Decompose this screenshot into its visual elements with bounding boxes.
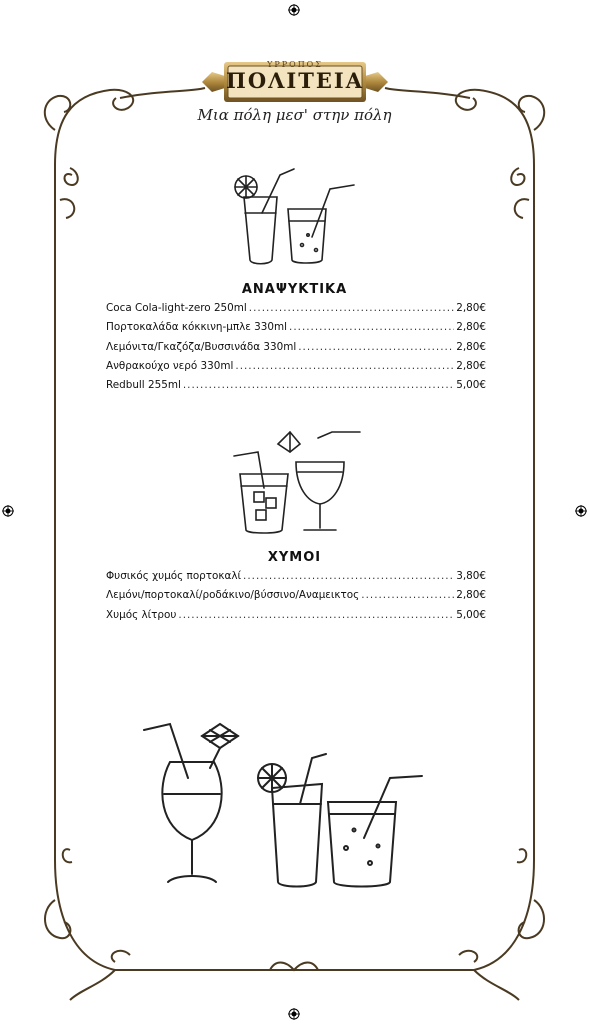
item-price: 5,00€	[456, 608, 486, 621]
dot-leader	[178, 609, 454, 621]
dot-leader	[361, 589, 454, 601]
juice-glasses-icon	[140, 718, 430, 893]
tagline: Μια πόλη μεσ' στην πόλη	[197, 106, 392, 124]
menu-item	[106, 302, 486, 321]
logo-title: ΠΟΛΙΤΕΙΑ	[226, 68, 364, 93]
cocktail-glasses-icon	[230, 428, 365, 538]
menu-item	[106, 589, 486, 608]
item-price: 2,80€	[456, 340, 486, 353]
menu-item	[106, 379, 486, 398]
dot-leader	[243, 570, 454, 582]
juices-list	[106, 570, 486, 628]
menu-item	[106, 360, 486, 379]
soft-drink-glasses-icon	[232, 165, 357, 270]
soft-drinks-list	[106, 302, 486, 398]
item-name: Λεμόνιτα/Γκαζόζα/Βυσσινάδα 330ml	[106, 340, 297, 353]
item-name: Ανθρακούχο νερό 330ml	[106, 359, 234, 372]
item-name: Χυμός λίτρου	[106, 608, 177, 621]
item-price: 3,80€	[456, 570, 486, 582]
item-price: 2,80€	[456, 321, 486, 334]
menu-item	[106, 570, 486, 589]
item-name: Coca Cola-light-zero 250ml	[106, 302, 247, 314]
item-name: Φυσικός χυμός πορτοκαλί	[106, 570, 242, 582]
menu-item	[106, 321, 486, 340]
item-name: Πορτοκαλάδα κόκκινη-μπλε 330ml	[106, 321, 288, 334]
dot-leader	[235, 360, 454, 372]
item-price: 2,80€	[456, 589, 486, 602]
dot-leader	[249, 302, 454, 314]
dot-leader	[298, 341, 454, 353]
item-price: 5,00€	[456, 379, 486, 392]
menu-item	[106, 341, 486, 360]
logo	[200, 58, 390, 106]
logo-subtitle: ΥΡΡΟΠΟΣ	[267, 60, 323, 69]
item-name: Redbull 255ml	[106, 379, 181, 392]
menu-item	[106, 609, 486, 628]
dot-leader	[183, 379, 454, 391]
dot-leader	[289, 321, 454, 333]
section-title-juices: ΧΥΜΟΙ	[267, 550, 322, 565]
item-price: 2,80€	[456, 359, 486, 372]
item-price: 2,80€	[456, 302, 486, 314]
section-title-soft-drinks: ΑΝΑΨΥΚΤΙΚΑ	[241, 282, 348, 297]
item-name: Λεμόνι/πορτοκαλί/ροδάκινο/βύσσινο/Αναμεικτος	[106, 589, 360, 602]
